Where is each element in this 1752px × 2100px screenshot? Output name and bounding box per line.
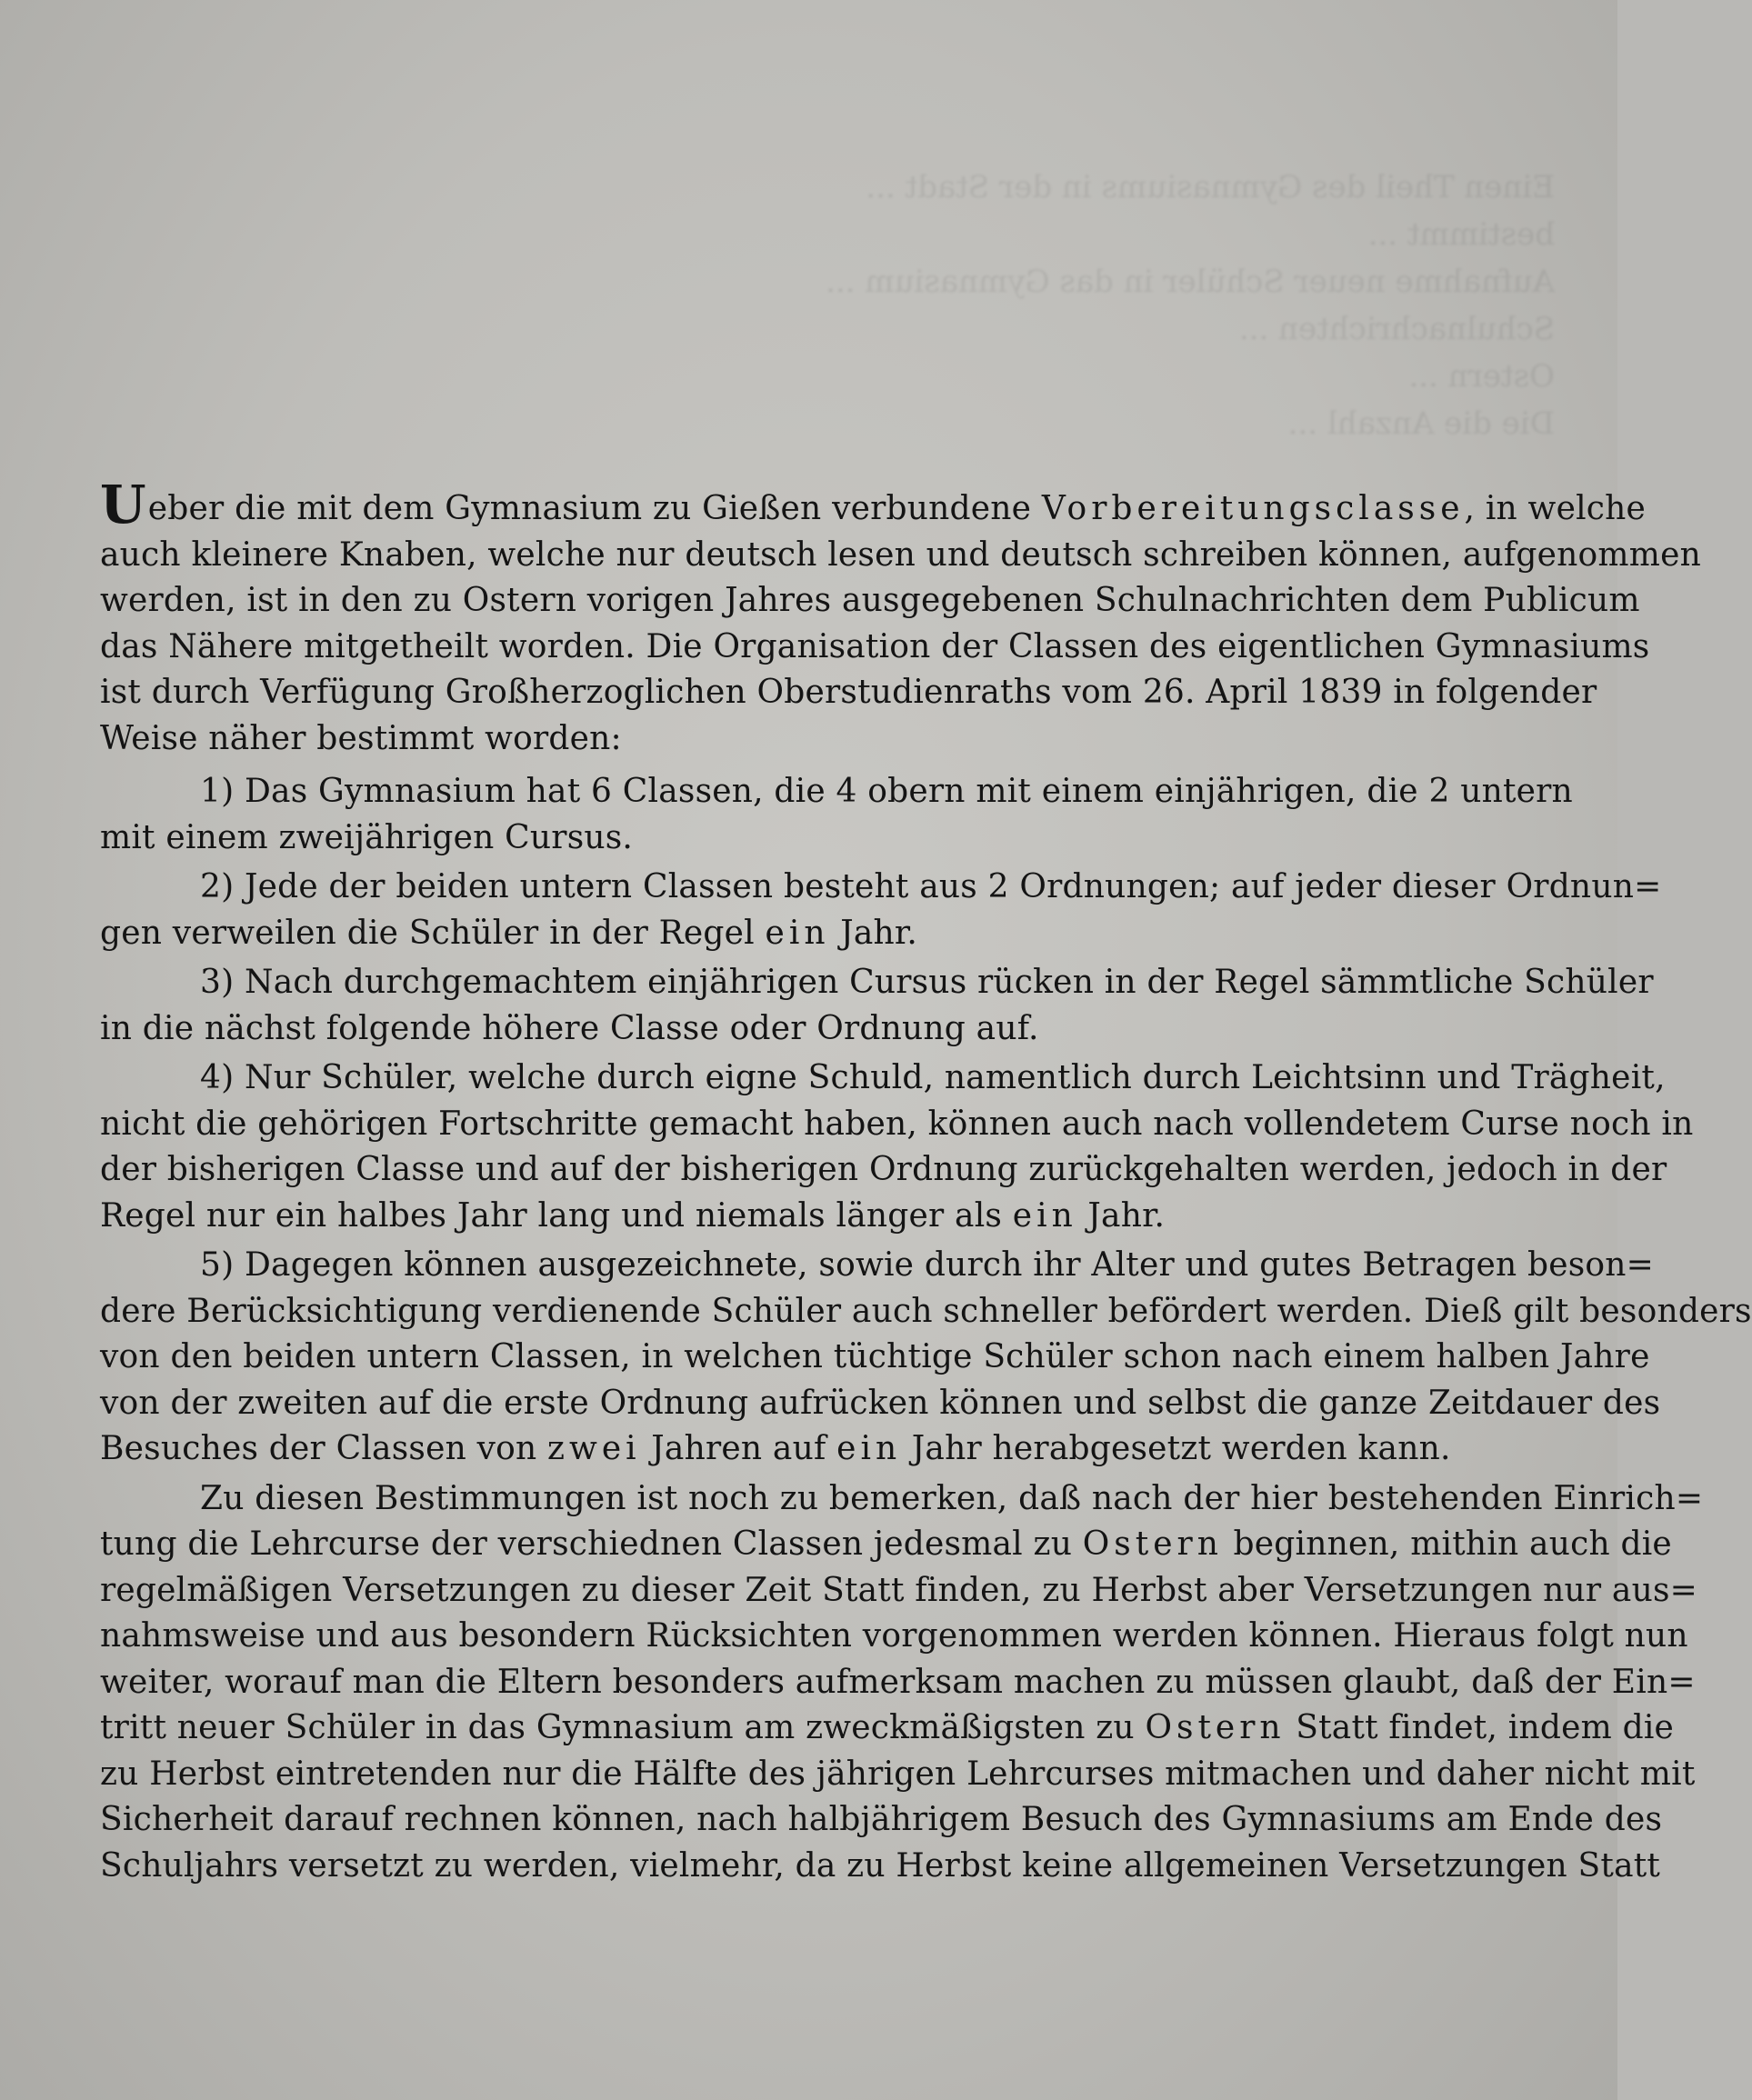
text-line bbox=[100, 1243, 1655, 1289]
line-text: in die nächst folgende höhere Classe oder Ordnung auf. bbox=[100, 1009, 1039, 1047]
line-text: der bisherigen Classe und auf der bisherigen Ordnung zurückgehalten werden, jedoch in der bbox=[100, 1151, 1667, 1188]
line-text: tritt neuer Schüler in das Gymnasium am zweckmäßigsten zu bbox=[100, 1709, 1146, 1746]
line-text: Zu diesen Bestimmungen ist noch zu bemerken, daß nach der hier bestehenden Einrich= bbox=[200, 1479, 1704, 1517]
line-text: Statt findet, indem die bbox=[1285, 1709, 1675, 1746]
paragraph-p-rule-5 bbox=[100, 1243, 1752, 1473]
text-line bbox=[100, 578, 1640, 625]
text-line bbox=[100, 474, 1647, 535]
line-text: nahmsweise und aus besondern Rücksichten vorgenommen werden können. Hieraus folgt nun bbox=[100, 1617, 1688, 1655]
line-text: auch kleinere Knaben, welche nur deutsch lesen und deutsch schreiben können, aufgenommen bbox=[100, 535, 1701, 574]
paragraph-p-closing bbox=[100, 1476, 1704, 1890]
text-line bbox=[100, 1335, 1650, 1381]
text-line bbox=[100, 815, 1514, 862]
line-text: das Nähere mitgetheilt worden. Die Organisation der Classen des eigentlichen Gymnasiums bbox=[100, 627, 1650, 665]
line-text: 3) Nach durchgemachtem einjährigen Cursus rücken in der Regel sämmtliche Schüler bbox=[200, 964, 1654, 1001]
line-text: , in welche bbox=[1464, 490, 1647, 527]
line-text: Besuches der Classen von bbox=[100, 1430, 548, 1467]
line-text: regelmäßigen Versetzungen zu dieser Zeit Statt finden, zu Herbst aber Versetzungen nur aus= bbox=[100, 1571, 1698, 1609]
line-text: dere Berücksichtigung verdienende Schüler auch schneller befördert werden. Dieß gilt besonders bbox=[100, 1292, 1752, 1330]
bleed-line: Aufnahme neuer Schüler in das Gymnasium ... bbox=[826, 264, 1555, 300]
reverse-side-bleed-through bbox=[100, 164, 1555, 447]
text-line bbox=[100, 670, 1597, 716]
line-text: von der zweiten auf die erste Ordnung aufrücken können und selbst die ganze Zeitdauer des bbox=[100, 1384, 1661, 1422]
text-line bbox=[100, 865, 1662, 911]
emphasized-word: ein bbox=[765, 914, 830, 952]
text-line bbox=[100, 1797, 1663, 1844]
line-text: Regel nur ein halbes Jahr lang und niemals länger als bbox=[100, 1196, 1013, 1235]
body-text bbox=[100, 474, 1752, 1889]
text-line bbox=[100, 1705, 1675, 1752]
text-line bbox=[100, 533, 1701, 579]
line-text: eber die mit dem Gymnasium zu Gießen verbundene bbox=[147, 490, 1042, 527]
line-text: 5) Dagegen können ausgezeichnete, sowie durch ihr Alter und gutes Betragen beson= bbox=[200, 1246, 1655, 1284]
line-text: nicht die gehörigen Fortschritte gemacht haben, können auch nach vollendetem Curse noch in bbox=[100, 1105, 1694, 1143]
line-text: Jahren auf bbox=[640, 1430, 837, 1467]
text-line bbox=[100, 1426, 1514, 1473]
text-line bbox=[100, 1614, 1688, 1660]
line-text: ist durch Verfügung Großherzoglichen Oberstudienraths vom 26. April 1839 in folgender bbox=[100, 674, 1597, 711]
text-line bbox=[100, 1147, 1667, 1194]
line-text: 1) Das Gymnasium hat 6 Classen, die 4 obern mit einem einjährigen, die 2 untern bbox=[200, 773, 1573, 810]
text-line bbox=[100, 1102, 1694, 1148]
emphasized-word: Ostern bbox=[1145, 1709, 1286, 1746]
paragraph-p-rule-3 bbox=[100, 960, 1654, 1052]
paragraph-p-intro bbox=[100, 474, 1701, 762]
line-text: beginnen, mithin auch die bbox=[1222, 1525, 1672, 1563]
bleed-line: Einen Theil des Gymnasiums in der Stadt ... bbox=[866, 169, 1555, 205]
text-line bbox=[100, 1055, 1666, 1102]
line-text: Jahr herabgesetzt werden kann. bbox=[901, 1430, 1451, 1467]
text-line bbox=[100, 1844, 1661, 1890]
bleed-line: bestimmt ... bbox=[1367, 216, 1555, 253]
text-line bbox=[100, 1194, 1514, 1240]
line-text: gen verweilen die Schüler in der Regel bbox=[100, 914, 766, 952]
text-line bbox=[100, 1568, 1698, 1615]
text-line bbox=[100, 769, 1573, 815]
line-text: mit einem zweijährigen Cursus. bbox=[100, 818, 634, 856]
emphasized-word: Vorbereitungsclasse bbox=[1041, 490, 1465, 527]
paragraph-p-rule-2 bbox=[100, 865, 1662, 956]
line-text: Weise näher bestimmt worden: bbox=[100, 719, 622, 757]
text-line bbox=[100, 1752, 1696, 1798]
text-line bbox=[100, 716, 1514, 763]
emphasized-word: Ostern bbox=[1082, 1525, 1223, 1563]
text-line bbox=[100, 1289, 1752, 1335]
line-text: 2) Jede der beiden untern Classen besteht aus 2 Ordnungen; auf jeder dieser Ordnun= bbox=[200, 868, 1662, 905]
paragraph-p-rule-4 bbox=[100, 1055, 1694, 1239]
emphasized-word: ein bbox=[1012, 1196, 1077, 1235]
bleed-line: Ostern ... bbox=[1408, 358, 1555, 395]
emphasized-word: ein bbox=[836, 1430, 902, 1467]
line-text: Schuljahrs versetzt zu werden, vielmehr, da zu Herbst keine allgemeinen Versetzungen Statt bbox=[100, 1846, 1661, 1885]
line-text: 4) Nur Schüler, welche durch eigne Schuld, namentlich durch Leichtsinn und Trägheit, bbox=[200, 1059, 1666, 1096]
text-line bbox=[100, 1381, 1661, 1427]
line-text: Jahr. bbox=[1076, 1196, 1166, 1235]
paragraph-p-rule-1 bbox=[100, 769, 1573, 861]
text-line bbox=[100, 1660, 1696, 1706]
text-line bbox=[100, 1006, 1514, 1053]
text-line bbox=[100, 960, 1654, 1006]
line-text: Jahr. bbox=[829, 914, 917, 952]
text-line bbox=[100, 625, 1650, 671]
bleed-line: Die die Anzahl ... bbox=[1287, 405, 1555, 442]
line-text: zu Herbst eintretenden nur die Hälfte des jährigen Lehrcurses mitmachen und daher nicht mit bbox=[100, 1755, 1696, 1793]
line-text: von den beiden untern Classen, in welchen tüchtige Schüler schon nach einem halben Jahre bbox=[100, 1338, 1650, 1375]
line-text: werden, ist in den zu Ostern vorigen Jahres ausgegebenen Schulnachrichten dem Publicum bbox=[100, 582, 1640, 619]
line-text: Sicherheit darauf rechnen können, nach halbjährigem Besuch des Gymnasiums am Ende des bbox=[100, 1801, 1663, 1838]
line-text: weiter, worauf man die Eltern besonders aufmerksam machen zu müssen glaubt, daß der Ein= bbox=[100, 1663, 1696, 1701]
text-line bbox=[100, 1522, 1672, 1568]
text-line bbox=[100, 911, 1514, 957]
text-line bbox=[100, 1476, 1704, 1523]
emphasized-word: zwei bbox=[547, 1430, 641, 1467]
bleed-line: Schulnachrichten ... bbox=[1238, 311, 1555, 347]
line-text: tung die Lehrcurse der verschiednen Classen jedesmal zu bbox=[100, 1525, 1083, 1563]
drop-cap: U bbox=[100, 474, 146, 535]
